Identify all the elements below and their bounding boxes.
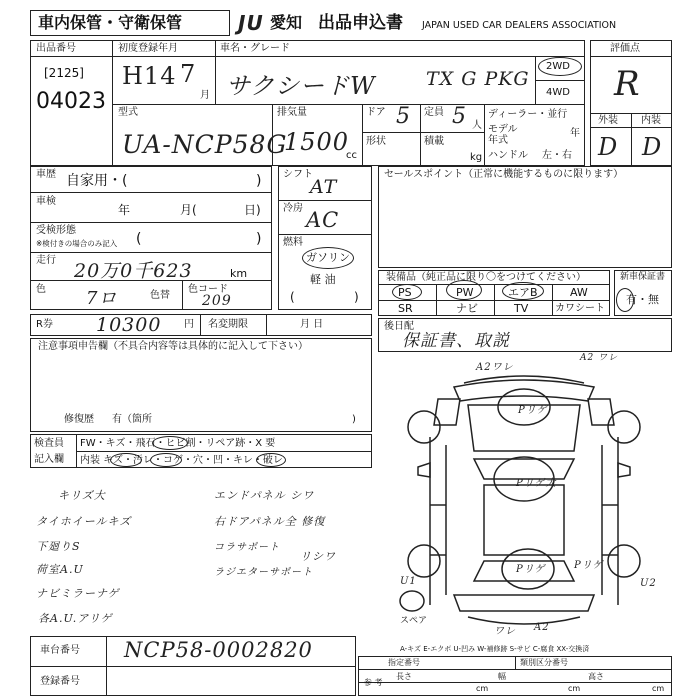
equip-airbag: エアB xyxy=(508,286,538,299)
class-label: 類別区分番号 xyxy=(520,658,568,667)
displacement-label: 排気量 xyxy=(277,107,307,118)
note-1: キリズ大 xyxy=(58,489,106,502)
color-value: 7ロ xyxy=(86,288,118,309)
equip-ps: PS xyxy=(398,286,412,299)
equipment-label: 装備品（純正品に限り〇をつけてください） xyxy=(386,272,586,283)
divider xyxy=(30,252,272,253)
note-10: ラジエターサポート xyxy=(214,567,313,578)
color-label: 色 xyxy=(36,284,46,295)
divider xyxy=(362,104,363,166)
divider xyxy=(76,451,372,452)
spec-label: 指定番号 xyxy=(388,658,420,667)
reg-label: 登録番号 xyxy=(40,676,80,687)
after-value: 保証書、取説 xyxy=(402,331,510,351)
note-7: エンドパネル シワ xyxy=(214,489,315,502)
note-6: 各A.U.アリゲ xyxy=(38,612,113,625)
mark-pliage-2: Pリゲ xyxy=(516,564,546,575)
fuel-label: 燃料 xyxy=(283,237,303,248)
mileage-unit: km xyxy=(230,267,248,280)
divider xyxy=(278,200,372,201)
rating-label: 評価点 xyxy=(610,43,640,54)
fuel-diesel: 軽 油 xyxy=(310,273,336,286)
repair-label: 修復歴 xyxy=(64,414,94,425)
color-code-label: 色コード xyxy=(188,284,228,295)
inspector-circle-4 xyxy=(256,453,286,467)
divider xyxy=(106,636,107,696)
divider xyxy=(362,132,484,133)
equip-ps-circle xyxy=(392,284,422,300)
page-title: 車内保管・守衛保管 xyxy=(38,13,183,32)
capacity-value: 5 xyxy=(452,104,467,129)
divider xyxy=(200,314,201,336)
shift-label: シフト xyxy=(283,169,313,180)
divider xyxy=(30,666,356,667)
shift-value: AT xyxy=(310,176,338,198)
equip-airbag-circle xyxy=(502,282,544,300)
form-title: 出品申込書 xyxy=(318,13,403,33)
note-3: 下廻りS xyxy=(36,540,81,553)
handle-value: 左・右 xyxy=(542,150,572,161)
history-close: ) xyxy=(256,173,262,189)
len-unit: cm xyxy=(476,684,489,693)
lot-number: 04023 xyxy=(36,89,106,114)
sales-point-label: セールスポイント（正常に機能するものに限ります） xyxy=(384,169,624,180)
int-label: 内装 xyxy=(641,115,661,126)
hgt-unit: cm xyxy=(652,684,665,693)
divider xyxy=(552,284,553,316)
mark-a2-rear: A2 xyxy=(534,622,550,633)
doors-label: ドア xyxy=(366,107,386,118)
divider xyxy=(112,56,585,57)
equip-pw-circle xyxy=(446,280,482,300)
load-unit: kg xyxy=(470,152,483,163)
equip-aw: AW xyxy=(570,286,588,299)
transfer-value: 月 日 xyxy=(300,319,324,330)
note-9: コラサポート xyxy=(214,542,280,553)
lot-bracket: [2125] xyxy=(44,66,84,80)
divider xyxy=(182,280,183,310)
divider xyxy=(30,56,112,57)
hgt-label: 高さ xyxy=(588,672,604,681)
load-label: 積載 xyxy=(424,136,444,147)
first-reg-year: H14 xyxy=(122,62,177,90)
fuel-open: ( xyxy=(290,290,295,304)
equip-tv: TV xyxy=(514,302,529,315)
warranty-circle xyxy=(616,288,634,312)
mark-pliage-1: Pリゲ xyxy=(518,405,548,416)
drive-4wd: 4WD xyxy=(546,87,570,98)
inspector-circle-2 xyxy=(110,453,142,467)
divider xyxy=(515,656,516,669)
org-name: 愛知 xyxy=(270,13,303,32)
ac-label: 冷房 xyxy=(283,203,303,214)
wid-unit: cm xyxy=(568,684,581,693)
receipt-close: ) xyxy=(256,231,262,247)
shaken-month: 月( xyxy=(180,203,197,217)
inspector-label2: 記入欄 xyxy=(34,454,64,465)
int-value: D xyxy=(642,133,663,161)
mark-crack-rear: ワレ xyxy=(494,626,516,637)
recycle-unit: 円 xyxy=(184,319,194,330)
divider xyxy=(112,104,585,105)
shaken-day: 日) xyxy=(244,203,261,217)
note-5: ナビミラーナゲ xyxy=(36,587,120,600)
mark-a2-front: A2ワレ xyxy=(476,362,514,373)
receipt-open: ( xyxy=(136,231,142,247)
spare-label: スペア xyxy=(400,616,428,626)
year-label: 年 xyxy=(570,128,580,139)
inspector-line2: 内装 キズ・汚レ・コゲ・穴・凹・キレ・破レ xyxy=(80,455,283,466)
note-8: 右ドアパネル全 修復 xyxy=(214,515,326,528)
divider xyxy=(266,314,267,336)
note-4: 荷室A.U xyxy=(36,563,84,576)
car-grade-value: TX G PKG xyxy=(426,68,530,90)
year-model-label: 年式 xyxy=(488,135,508,146)
divider xyxy=(30,192,272,193)
receipt-label: 受検形態 xyxy=(36,225,76,236)
car-name-value: サクシードW xyxy=(226,72,376,100)
warranty-value: 有・無 xyxy=(626,293,659,306)
dealer-label: ディーラー・並行 xyxy=(488,109,568,120)
divider xyxy=(358,669,672,670)
doors-value: 5 xyxy=(396,104,411,129)
sales-point-box xyxy=(378,166,672,268)
divider xyxy=(436,284,437,316)
first-reg-month-unit: 月 xyxy=(200,90,210,101)
capacity-unit: 人 xyxy=(472,120,482,131)
ju-logo: JU xyxy=(238,11,264,35)
warranty-label: 新車保証書 xyxy=(620,272,666,282)
fuel-close: ) xyxy=(354,290,359,304)
divider xyxy=(358,682,672,683)
capacity-label: 定員 xyxy=(424,107,444,118)
mark-a2-front-r: A2 ワレ xyxy=(580,353,619,363)
receipt-note: ※検付きの場合のみ記入 xyxy=(36,239,118,248)
model-year-label: モデル xyxy=(488,124,518,135)
rating-value: R xyxy=(614,64,641,104)
divider xyxy=(631,113,632,166)
chassis-value: NCP58-0002820 xyxy=(124,638,313,662)
mark-pliage-big: Pリゲ大 xyxy=(516,478,557,489)
divider xyxy=(420,104,421,166)
car-diagram xyxy=(378,355,672,635)
lot-label: 出品番号 xyxy=(36,43,76,54)
after-label: 後日配 xyxy=(384,321,414,332)
fuel-gas: ガソリン xyxy=(306,251,350,264)
handle-label: ハンドル xyxy=(488,150,528,161)
inspector-label: 検査員 xyxy=(34,438,64,449)
color-code-value: 209 xyxy=(202,293,232,309)
notes-label: 注意事項申告欄（不具合内容等は具体的に記入して下さい） xyxy=(38,341,308,352)
inspector-line1: FW・キズ・飛石・ヒビ割・リペア跡・X 要 xyxy=(80,438,276,449)
shape-label: 形状 xyxy=(366,136,386,147)
history-value: 自家用・( xyxy=(66,173,128,189)
car-name-label: 車名・グレード xyxy=(220,43,290,54)
divider xyxy=(535,80,585,81)
first-reg-month: 7 xyxy=(180,60,197,88)
displacement-value: 1500 xyxy=(284,128,350,156)
mark-u2: U2 xyxy=(640,578,657,589)
len-label: 長さ xyxy=(396,672,412,681)
shaken-year: 年 xyxy=(118,203,131,217)
equip-sr: SR xyxy=(398,302,413,315)
equip-navi: ナビ xyxy=(456,302,478,315)
mileage-label: 走行 xyxy=(36,255,56,266)
mark-pliage-3: Pリゲ xyxy=(574,560,604,571)
color-swap-label: 色替 xyxy=(150,290,170,301)
transfer-label: 名変期限 xyxy=(208,319,248,330)
note-11: リシワ xyxy=(300,550,336,563)
wid-label: 幅 xyxy=(498,672,506,681)
shaken-label: 車検 xyxy=(36,196,56,207)
repair-value: 有（箇所 xyxy=(112,414,152,425)
mileage-value: 20万0千623 xyxy=(74,260,193,282)
note-2: タイホイールキズ xyxy=(36,515,132,528)
divider xyxy=(30,222,272,223)
recycle-label: R券 xyxy=(36,319,53,330)
equip-seat: カワシート xyxy=(555,303,605,314)
assoc-name: JAPAN USED CAR DEALERS ASSOCIATION xyxy=(422,20,617,31)
ext-value: D xyxy=(598,133,619,161)
ref-label: 参 考 xyxy=(364,678,383,687)
recycle-value: 10300 xyxy=(96,314,162,336)
divider xyxy=(484,104,485,166)
displacement-unit: cc xyxy=(346,150,357,161)
divider xyxy=(112,40,113,166)
diagram-legend: A-キズ E-エクボ U-凹み W-補修跡 S-サビ C-腐食 XX-交換済 xyxy=(400,645,590,653)
inspector-circle-3 xyxy=(150,453,182,467)
model-value: UA-NCP58G xyxy=(122,130,288,159)
divider xyxy=(215,40,216,104)
history-label: 車歴 xyxy=(36,169,56,180)
divider xyxy=(590,56,672,57)
ext-label: 外装 xyxy=(598,115,618,126)
repair-close: ) xyxy=(352,414,356,425)
divider xyxy=(76,434,77,468)
inspector-circle-1 xyxy=(152,436,188,450)
drive-2wd: 2WD xyxy=(546,61,570,72)
ac-value: AC xyxy=(306,208,340,232)
equip-pw: PW xyxy=(456,286,474,299)
model-label: 型式 xyxy=(118,107,138,118)
chassis-label: 車台番号 xyxy=(40,645,80,656)
divider xyxy=(278,234,372,235)
divider xyxy=(494,284,495,316)
mark-u1: U1 xyxy=(400,576,417,587)
first-reg-label: 初度登録年月 xyxy=(118,43,178,54)
